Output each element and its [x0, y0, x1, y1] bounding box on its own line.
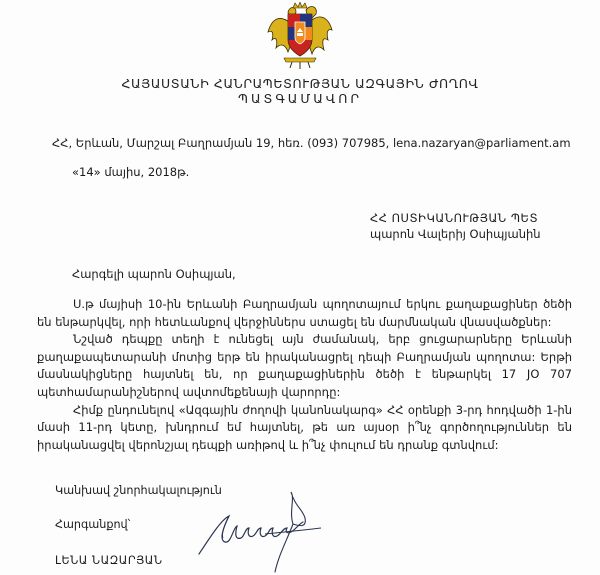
- closing-regards: Հարգանքով՝: [55, 518, 131, 531]
- contact-line: [52, 136, 571, 150]
- recipient-title: ՀՀ ՈՍՏԻԿԱՆՈՒԹՅԱՆ ՊԵՏ: [370, 211, 539, 225]
- closing-thanks: Կանխավ շնորհակալություն: [55, 484, 222, 497]
- contact-phone: հեռ. (093) 707985,: [277, 136, 390, 150]
- organization-name: ՀԱՅԱՍՏԱՆԻ ՀԱՆՐԱՊԵՏՈՒԹՅԱՆ ԱԶԳԱՅԻՆ ԺՈՂՈՎ: [121, 76, 479, 91]
- handwritten-signature: [195, 488, 325, 574]
- body-paragraph: Ս.թ մայիսի 10-ին Երևանի Բաղրամյան պողոտայում երկու քաղաքացիներ ծեծի են ենթարկվել, որի հետևանքով վերջիններս ստացել են մարմնական վնասվածքներ:: [37, 297, 572, 329]
- body-paragraph: Հիմք ընդունելով «Ազգային ժողովի կանոնակարգ» ՀՀ օրենքի 3-րդ հոդվածի 1-ին մասի 11-րդ կետը, խնդրում եմ հայտնել, թե առ այսօր ի՞նչ գործողություններ են իրականացվել վերոնշյալ դեպքի առիթով և ի՞նչ փուլում են դրանք գտնվում:: [37, 402, 572, 452]
- recipient-block: [370, 210, 541, 242]
- body-paragraph: Նշված դեպքը տեղի է ունեցել այն ժամանակ, երբ ցուցարարները Երևանի քաղաքապետարանի մոտից երթ են իրականացրել դեպի Բաղրամյան պողոտա: Երթի մասնակիցները հայտնել են, որ քաղաքացիներին ծեծի է ենթարկել 17 JO 707 պետհամարանիշներով ավտոմեքենայի վարորդը:: [37, 332, 572, 399]
- contact-email: lena.nazaryan@parliament.am: [392, 136, 571, 150]
- contact-address: ՀՀ, Երևան, Մարշալ Բաղրամյան 19,: [52, 136, 275, 150]
- salutation: Հարգելի պարոն Օսիպյան,: [72, 267, 236, 281]
- sender-role: ՊԱՏԳԱՄԱՎՈՐ: [237, 91, 363, 106]
- letter-body: [37, 296, 572, 454]
- coat-of-arms-icon: [262, 2, 338, 70]
- letter-date: «14» մայիս, 2018թ.: [72, 165, 190, 179]
- signer-name: ԼԵՆԱ ՆԱԶԱՐՅԱՆ: [55, 554, 163, 567]
- recipient-name: պարոն Վալերիյ Օսիպյանին: [370, 227, 541, 241]
